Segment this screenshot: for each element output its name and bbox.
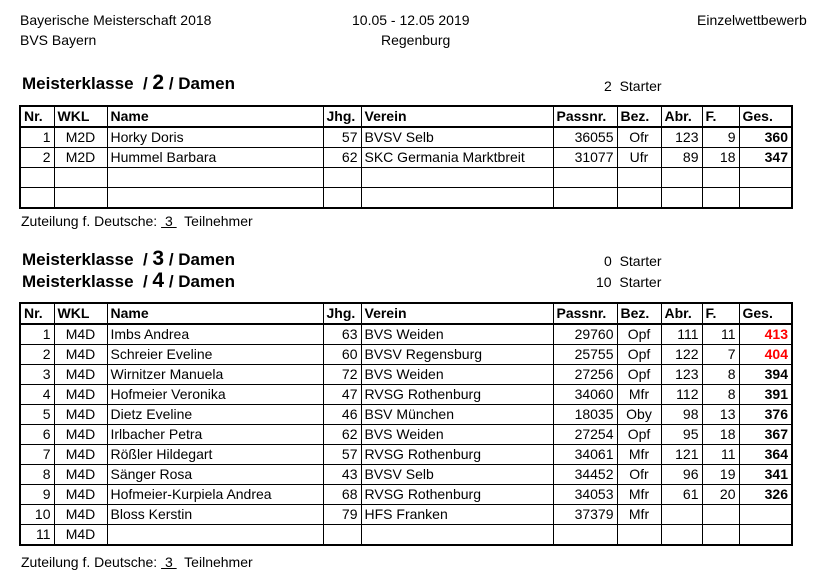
competition-type: Einzelwettbewerb <box>697 12 807 28</box>
table-header-row <box>20 106 792 127</box>
cell-jhg: 62 <box>323 148 361 168</box>
cell-jhg <box>323 168 361 188</box>
allocation-note-class-2 <box>21 212 253 230</box>
cell-nr: 4 <box>20 385 54 405</box>
col-nr: Nr. <box>20 106 54 127</box>
title-suffix: / Damen <box>164 74 235 93</box>
cell-name: Hofmeier Veronika <box>107 385 323 405</box>
cell-ges <box>739 525 792 546</box>
cell-jhg: 72 <box>323 365 361 385</box>
cell-jhg: 57 <box>323 445 361 465</box>
cell-ges: 404 <box>739 345 792 365</box>
cell-wkl: M4D <box>54 505 107 525</box>
table-row <box>20 505 792 525</box>
col-f: F. <box>702 303 739 324</box>
cell-ges: 341 <box>739 465 792 485</box>
cell-nr <box>20 188 54 209</box>
cell-wkl: M4D <box>54 405 107 425</box>
cell-nr: 11 <box>20 525 54 546</box>
cell-name <box>107 188 323 209</box>
cell-f: 20 <box>702 485 739 505</box>
title-suffix: / Damen <box>164 250 235 269</box>
cell-abr: 96 <box>661 465 702 485</box>
col-wkl: WKL <box>54 303 107 324</box>
cell-bez: Mfr <box>617 385 661 405</box>
cell-name: Hofmeier-Kurpiela Andrea <box>107 485 323 505</box>
note-value: 3 <box>161 213 177 229</box>
table-row <box>20 168 792 188</box>
col-ges: Ges. <box>739 106 792 127</box>
cell-ges: 347 <box>739 148 792 168</box>
cell-passnr: 27256 <box>553 365 617 385</box>
cell-wkl: M4D <box>54 525 107 546</box>
col-passnr: Passnr. <box>553 106 617 127</box>
cell-bez: Ufr <box>617 148 661 168</box>
cell-passnr <box>553 525 617 546</box>
cell-name: Schreier Eveline <box>107 345 323 365</box>
cell-bez: Mfr <box>617 445 661 465</box>
cell-passnr: 18035 <box>553 405 617 425</box>
cell-name: Wirnitzer Manuela <box>107 365 323 385</box>
col-jhg: Jhg. <box>323 106 361 127</box>
cell-abr: 121 <box>661 445 702 465</box>
cell-bez: Oby <box>617 405 661 425</box>
cell-f <box>702 168 739 188</box>
cell-abr <box>661 505 702 525</box>
cell-verein <box>361 188 553 209</box>
cell-nr: 1 <box>20 324 54 345</box>
cell-f: 7 <box>702 345 739 365</box>
cell-f: 19 <box>702 465 739 485</box>
cell-verein: BSV München <box>361 405 553 425</box>
cell-abr: 112 <box>661 385 702 405</box>
cell-passnr: 34452 <box>553 465 617 485</box>
cell-jhg: 43 <box>323 465 361 485</box>
cell-name: Hummel Barbara <box>107 148 323 168</box>
cell-abr: 89 <box>661 148 702 168</box>
cell-ges: 394 <box>739 365 792 385</box>
cell-name: Imbs Andrea <box>107 324 323 345</box>
results-table-class-2 <box>19 105 793 209</box>
cell-nr: 9 <box>20 485 54 505</box>
starter-count-class-3: 0 Starter <box>604 253 662 269</box>
cell-passnr <box>553 168 617 188</box>
cell-passnr <box>553 188 617 209</box>
cell-jhg: 47 <box>323 385 361 405</box>
cell-passnr: 34053 <box>553 485 617 505</box>
cell-f: 18 <box>702 148 739 168</box>
col-wkl: WKL <box>54 106 107 127</box>
cell-verein: RVSG Rothenburg <box>361 445 553 465</box>
title-prefix: Meisterklasse / <box>22 250 153 269</box>
cell-f: 9 <box>702 127 739 148</box>
cell-name: Irlbacher Petra <box>107 425 323 445</box>
cell-bez: Opf <box>617 324 661 345</box>
cell-abr <box>661 168 702 188</box>
cell-nr: 1 <box>20 127 54 148</box>
cell-ges <box>739 168 792 188</box>
col-nr: Nr. <box>20 303 54 324</box>
cell-wkl <box>54 168 107 188</box>
cell-abr <box>661 188 702 209</box>
cell-ges: 413 <box>739 324 792 345</box>
table-row <box>20 365 792 385</box>
cell-ges <box>739 505 792 525</box>
col-verein: Verein <box>361 303 553 324</box>
cell-verein: BVSV Selb <box>361 127 553 148</box>
section-title-class-3 <box>22 248 235 271</box>
col-abr: Abr. <box>661 303 702 324</box>
cell-wkl: M4D <box>54 485 107 505</box>
col-abr: Abr. <box>661 106 702 127</box>
cell-name: Sänger Rosa <box>107 465 323 485</box>
cell-nr: 3 <box>20 365 54 385</box>
title-prefix: Meisterklasse / <box>22 272 153 291</box>
cell-wkl: M4D <box>54 345 107 365</box>
col-passnr: Passnr. <box>553 303 617 324</box>
cell-passnr: 27254 <box>553 425 617 445</box>
cell-abr: 123 <box>661 365 702 385</box>
cell-abr: 123 <box>661 127 702 148</box>
cell-verein: BVS Weiden <box>361 324 553 345</box>
cell-ges <box>739 188 792 209</box>
table-row <box>20 525 792 546</box>
table-row <box>20 148 792 168</box>
cell-ges: 376 <box>739 405 792 425</box>
event-title: Bayerische Meisterschaft 2018 <box>20 12 212 28</box>
cell-nr: 10 <box>20 505 54 525</box>
cell-passnr: 34060 <box>553 385 617 405</box>
cell-jhg: 68 <box>323 485 361 505</box>
allocation-note-class-4 <box>21 553 253 571</box>
section-title-class-2 <box>22 72 235 95</box>
section-title-class-4 <box>22 270 235 293</box>
note-prefix: Zuteilung f. Deutsche: <box>21 213 162 229</box>
cell-bez: Ofr <box>617 465 661 485</box>
col-bez: Bez. <box>617 303 661 324</box>
table-row <box>20 188 792 209</box>
cell-verein <box>361 168 553 188</box>
cell-jhg: 57 <box>323 127 361 148</box>
table-row <box>20 465 792 485</box>
cell-bez: Opf <box>617 425 661 445</box>
cell-jhg: 46 <box>323 405 361 425</box>
cell-name: Dietz Eveline <box>107 405 323 425</box>
table-row <box>20 425 792 445</box>
cell-nr: 5 <box>20 405 54 425</box>
title-suffix: / Damen <box>164 272 235 291</box>
cell-f: 11 <box>702 324 739 345</box>
cell-passnr: 31077 <box>553 148 617 168</box>
cell-verein: BVS Weiden <box>361 425 553 445</box>
note-suffix: Teilnehmer <box>176 213 253 229</box>
cell-name: Horky Doris <box>107 127 323 148</box>
note-value: 3 <box>161 554 177 570</box>
table-row <box>20 324 792 345</box>
table-header-row <box>20 303 792 324</box>
table-row <box>20 127 792 148</box>
table-row <box>20 345 792 365</box>
cell-wkl: M4D <box>54 425 107 445</box>
cell-wkl: M2D <box>54 148 107 168</box>
cell-ges: 326 <box>739 485 792 505</box>
cell-f: 8 <box>702 385 739 405</box>
organizer: BVS Bayern <box>20 32 97 48</box>
cell-wkl: M4D <box>54 385 107 405</box>
cell-wkl: M4D <box>54 324 107 345</box>
cell-verein <box>361 525 553 546</box>
title-class-number: 3 <box>152 247 165 270</box>
cell-ges: 364 <box>739 445 792 465</box>
table-row <box>20 405 792 425</box>
cell-abr: 98 <box>661 405 702 425</box>
cell-verein: RVSG Rothenburg <box>361 385 553 405</box>
cell-wkl: M4D <box>54 365 107 385</box>
col-name: Name <box>107 303 323 324</box>
cell-abr: 95 <box>661 425 702 445</box>
event-dates: 10.05 - 12.05 2019 <box>352 12 470 28</box>
col-f: F. <box>702 106 739 127</box>
cell-nr: 7 <box>20 445 54 465</box>
cell-wkl <box>54 188 107 209</box>
title-class-number: 2 <box>152 71 165 94</box>
cell-bez <box>617 525 661 546</box>
cell-name: Bloss Kerstin <box>107 505 323 525</box>
cell-wkl: M4D <box>54 445 107 465</box>
cell-bez <box>617 188 661 209</box>
cell-name <box>107 168 323 188</box>
cell-abr: 111 <box>661 324 702 345</box>
col-ges: Ges. <box>739 303 792 324</box>
cell-abr <box>661 525 702 546</box>
starter-count-class-4: 10 Starter <box>596 274 662 290</box>
cell-nr: 2 <box>20 345 54 365</box>
cell-bez: Opf <box>617 365 661 385</box>
cell-jhg <box>323 525 361 546</box>
cell-wkl: M4D <box>54 465 107 485</box>
cell-nr: 8 <box>20 465 54 485</box>
results-table-class-4 <box>19 302 793 546</box>
cell-passnr: 36055 <box>553 127 617 148</box>
cell-jhg: 62 <box>323 425 361 445</box>
cell-verein: BVS Weiden <box>361 365 553 385</box>
cell-bez: Opf <box>617 345 661 365</box>
cell-passnr: 29760 <box>553 324 617 345</box>
cell-passnr: 37379 <box>553 505 617 525</box>
cell-nr: 6 <box>20 425 54 445</box>
cell-f: 13 <box>702 405 739 425</box>
table-row <box>20 385 792 405</box>
cell-abr: 61 <box>661 485 702 505</box>
col-name: Name <box>107 106 323 127</box>
cell-jhg <box>323 188 361 209</box>
starter-count-class-2: 2 Starter <box>604 78 662 94</box>
table-row <box>20 445 792 465</box>
cell-f: 8 <box>702 365 739 385</box>
cell-bez <box>617 168 661 188</box>
cell-bez: Mfr <box>617 485 661 505</box>
cell-ges: 367 <box>739 425 792 445</box>
cell-jhg: 63 <box>323 324 361 345</box>
note-prefix: Zuteilung f. Deutsche: <box>21 554 162 570</box>
cell-jhg: 79 <box>323 505 361 525</box>
cell-bez: Mfr <box>617 505 661 525</box>
note-suffix: Teilnehmer <box>176 554 253 570</box>
cell-nr <box>20 168 54 188</box>
cell-verein: BVSV Selb <box>361 465 553 485</box>
title-class-number: 4 <box>152 269 165 292</box>
cell-name: Rößler Hildegart <box>107 445 323 465</box>
cell-f: 11 <box>702 445 739 465</box>
col-bez: Bez. <box>617 106 661 127</box>
cell-verein: RVSG Rothenburg <box>361 485 553 505</box>
table-row <box>20 485 792 505</box>
event-location: Regenburg <box>381 32 451 48</box>
col-verein: Verein <box>361 106 553 127</box>
cell-abr: 122 <box>661 345 702 365</box>
cell-jhg: 60 <box>323 345 361 365</box>
cell-verein: SKC Germania Marktbreit <box>361 148 553 168</box>
cell-f <box>702 188 739 209</box>
cell-f <box>702 525 739 546</box>
cell-f <box>702 505 739 525</box>
cell-ges: 360 <box>739 127 792 148</box>
title-prefix: Meisterklasse / <box>22 74 153 93</box>
cell-verein: HFS Franken <box>361 505 553 525</box>
col-jhg: Jhg. <box>323 303 361 324</box>
cell-ges: 391 <box>739 385 792 405</box>
cell-passnr: 25755 <box>553 345 617 365</box>
cell-wkl: M2D <box>54 127 107 148</box>
cell-verein: BVSV Regensburg <box>361 345 553 365</box>
cell-name <box>107 525 323 546</box>
cell-passnr: 34061 <box>553 445 617 465</box>
cell-bez: Ofr <box>617 127 661 148</box>
cell-f: 18 <box>702 425 739 445</box>
cell-nr: 2 <box>20 148 54 168</box>
